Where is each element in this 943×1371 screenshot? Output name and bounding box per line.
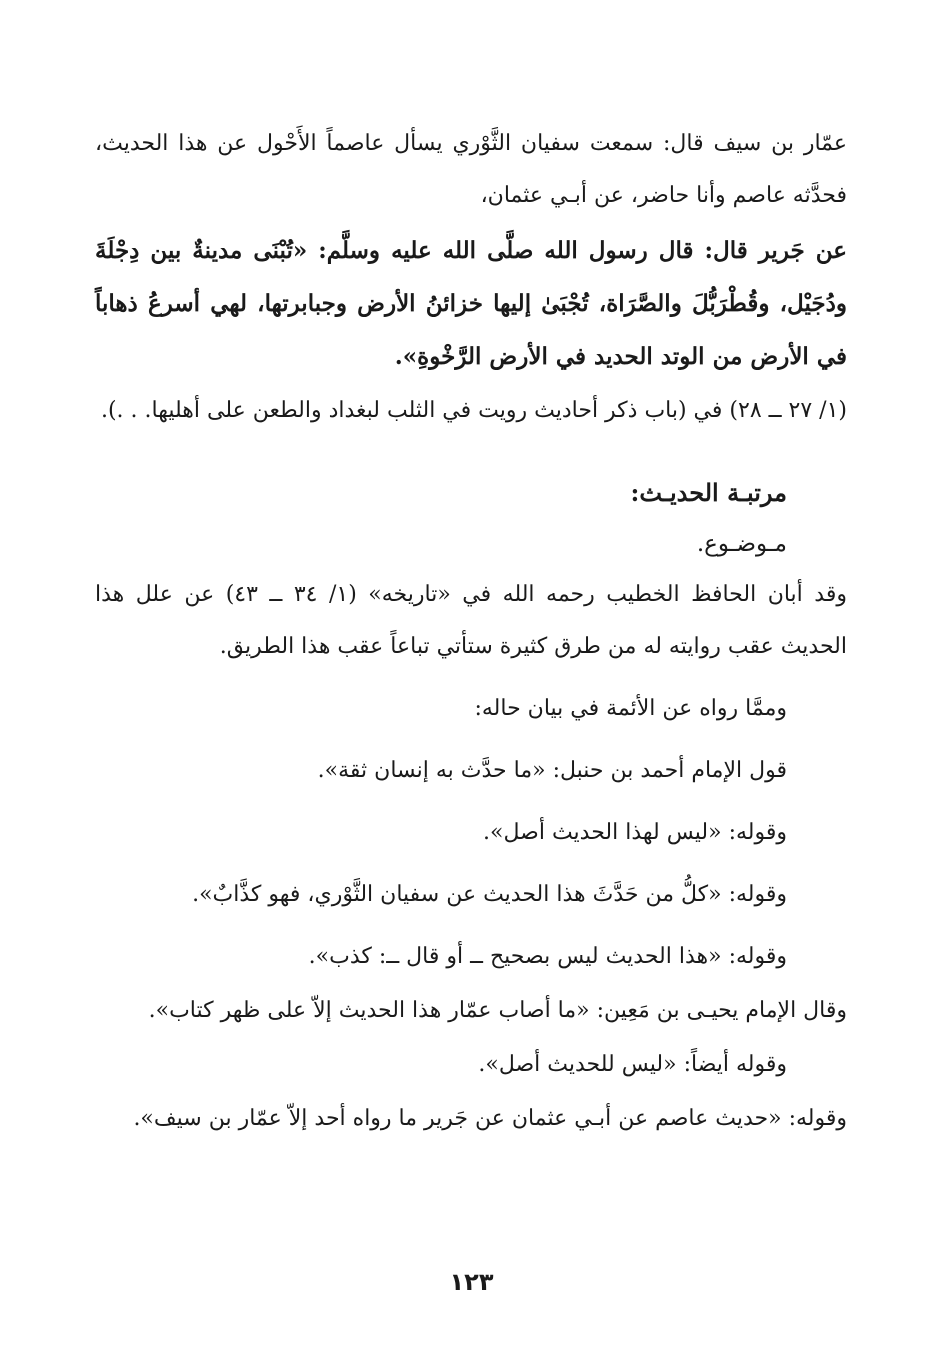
source-reference: (١/ ٢٧ ــ ٢٨) في (باب ذكر أحاديث رويت في الثلب لبغداد والطعن على أهليها. . .). xyxy=(100,398,847,423)
page-body xyxy=(95,118,847,1145)
verdict-text: مـوضـوع. xyxy=(696,531,787,557)
hadith-text: عن جَرير قال: قال رسول الله صلَّى الله عليه وسلَّم: «تُبْنَى مدينةٌ بين دِجْلَةَ ودُجَيْل، وقُطْرَبُّلَ والصَّرَاة، تُجْبَىٰ إليها خزائنُ الأرض وجبابرتها، لهي أسرعُ ذهاباً في الأرض من الوتد الحديد في الأرض الرَّخْوةِ». xyxy=(95,237,847,370)
quote-ahmad-3: وقوله: «كلُّ من حَدَّثَ هذا الحديث عن سفيان الثَّوْري، فهو كذَّابٌ». xyxy=(192,882,787,907)
quote-ibn-main-2: وقوله أيضاً: «ليس للحديث أصل». xyxy=(478,1052,787,1077)
page-number: ١٢٣ xyxy=(449,1268,494,1296)
quote-ahmad-2: وقوله: «ليس لهذا الحديث أصل». xyxy=(483,820,787,845)
paragraph-khatib: وقد أبان الحافظ الخطيب رحمه الله في «تاريخه» (١/ ٣٤ ــ ٤٣) عن علل هذا الحديث عقب روايته له من طرق كثيرة ستأتي تباعاً عقب هذا الطريق. xyxy=(95,582,847,659)
quote-ibn-main-1: وقال الإمام يحيـى بن مَعِين: «ما أصاب عمّار هذا الحديث إلاّ على ظهر كتاب». xyxy=(148,998,847,1023)
quote-ibn-main-3: وقوله: «حديث عاصم عن أبـي عثمان عن جَرير ما رواه أحد إلاّ عمّار بن سيف». xyxy=(133,1106,847,1131)
paragraph-ammar-intro: عمّار بن سيف قال: سمعت سفيان الثَّوْري يسأل عاصماً الأَحْول عن هذا الحديث، فحدَّثه عاصم وأنا حاضر، عن أبـي عثمان، xyxy=(95,131,847,208)
paragraph-imams-intro: وممَّا رواه عن الأئمة في بيان حاله: xyxy=(474,696,787,721)
section-heading: مرتبـة الحديـث: xyxy=(630,478,787,507)
quote-ahmad-4: وقوله: «هذا الحديث ليس بصحيح ــ أو قال ــ: كذب». xyxy=(308,944,787,969)
quote-ahmad-1: قول الإمام أحمد بن حنبل: «ما حدَّث به إنسان ثقة». xyxy=(317,758,787,783)
